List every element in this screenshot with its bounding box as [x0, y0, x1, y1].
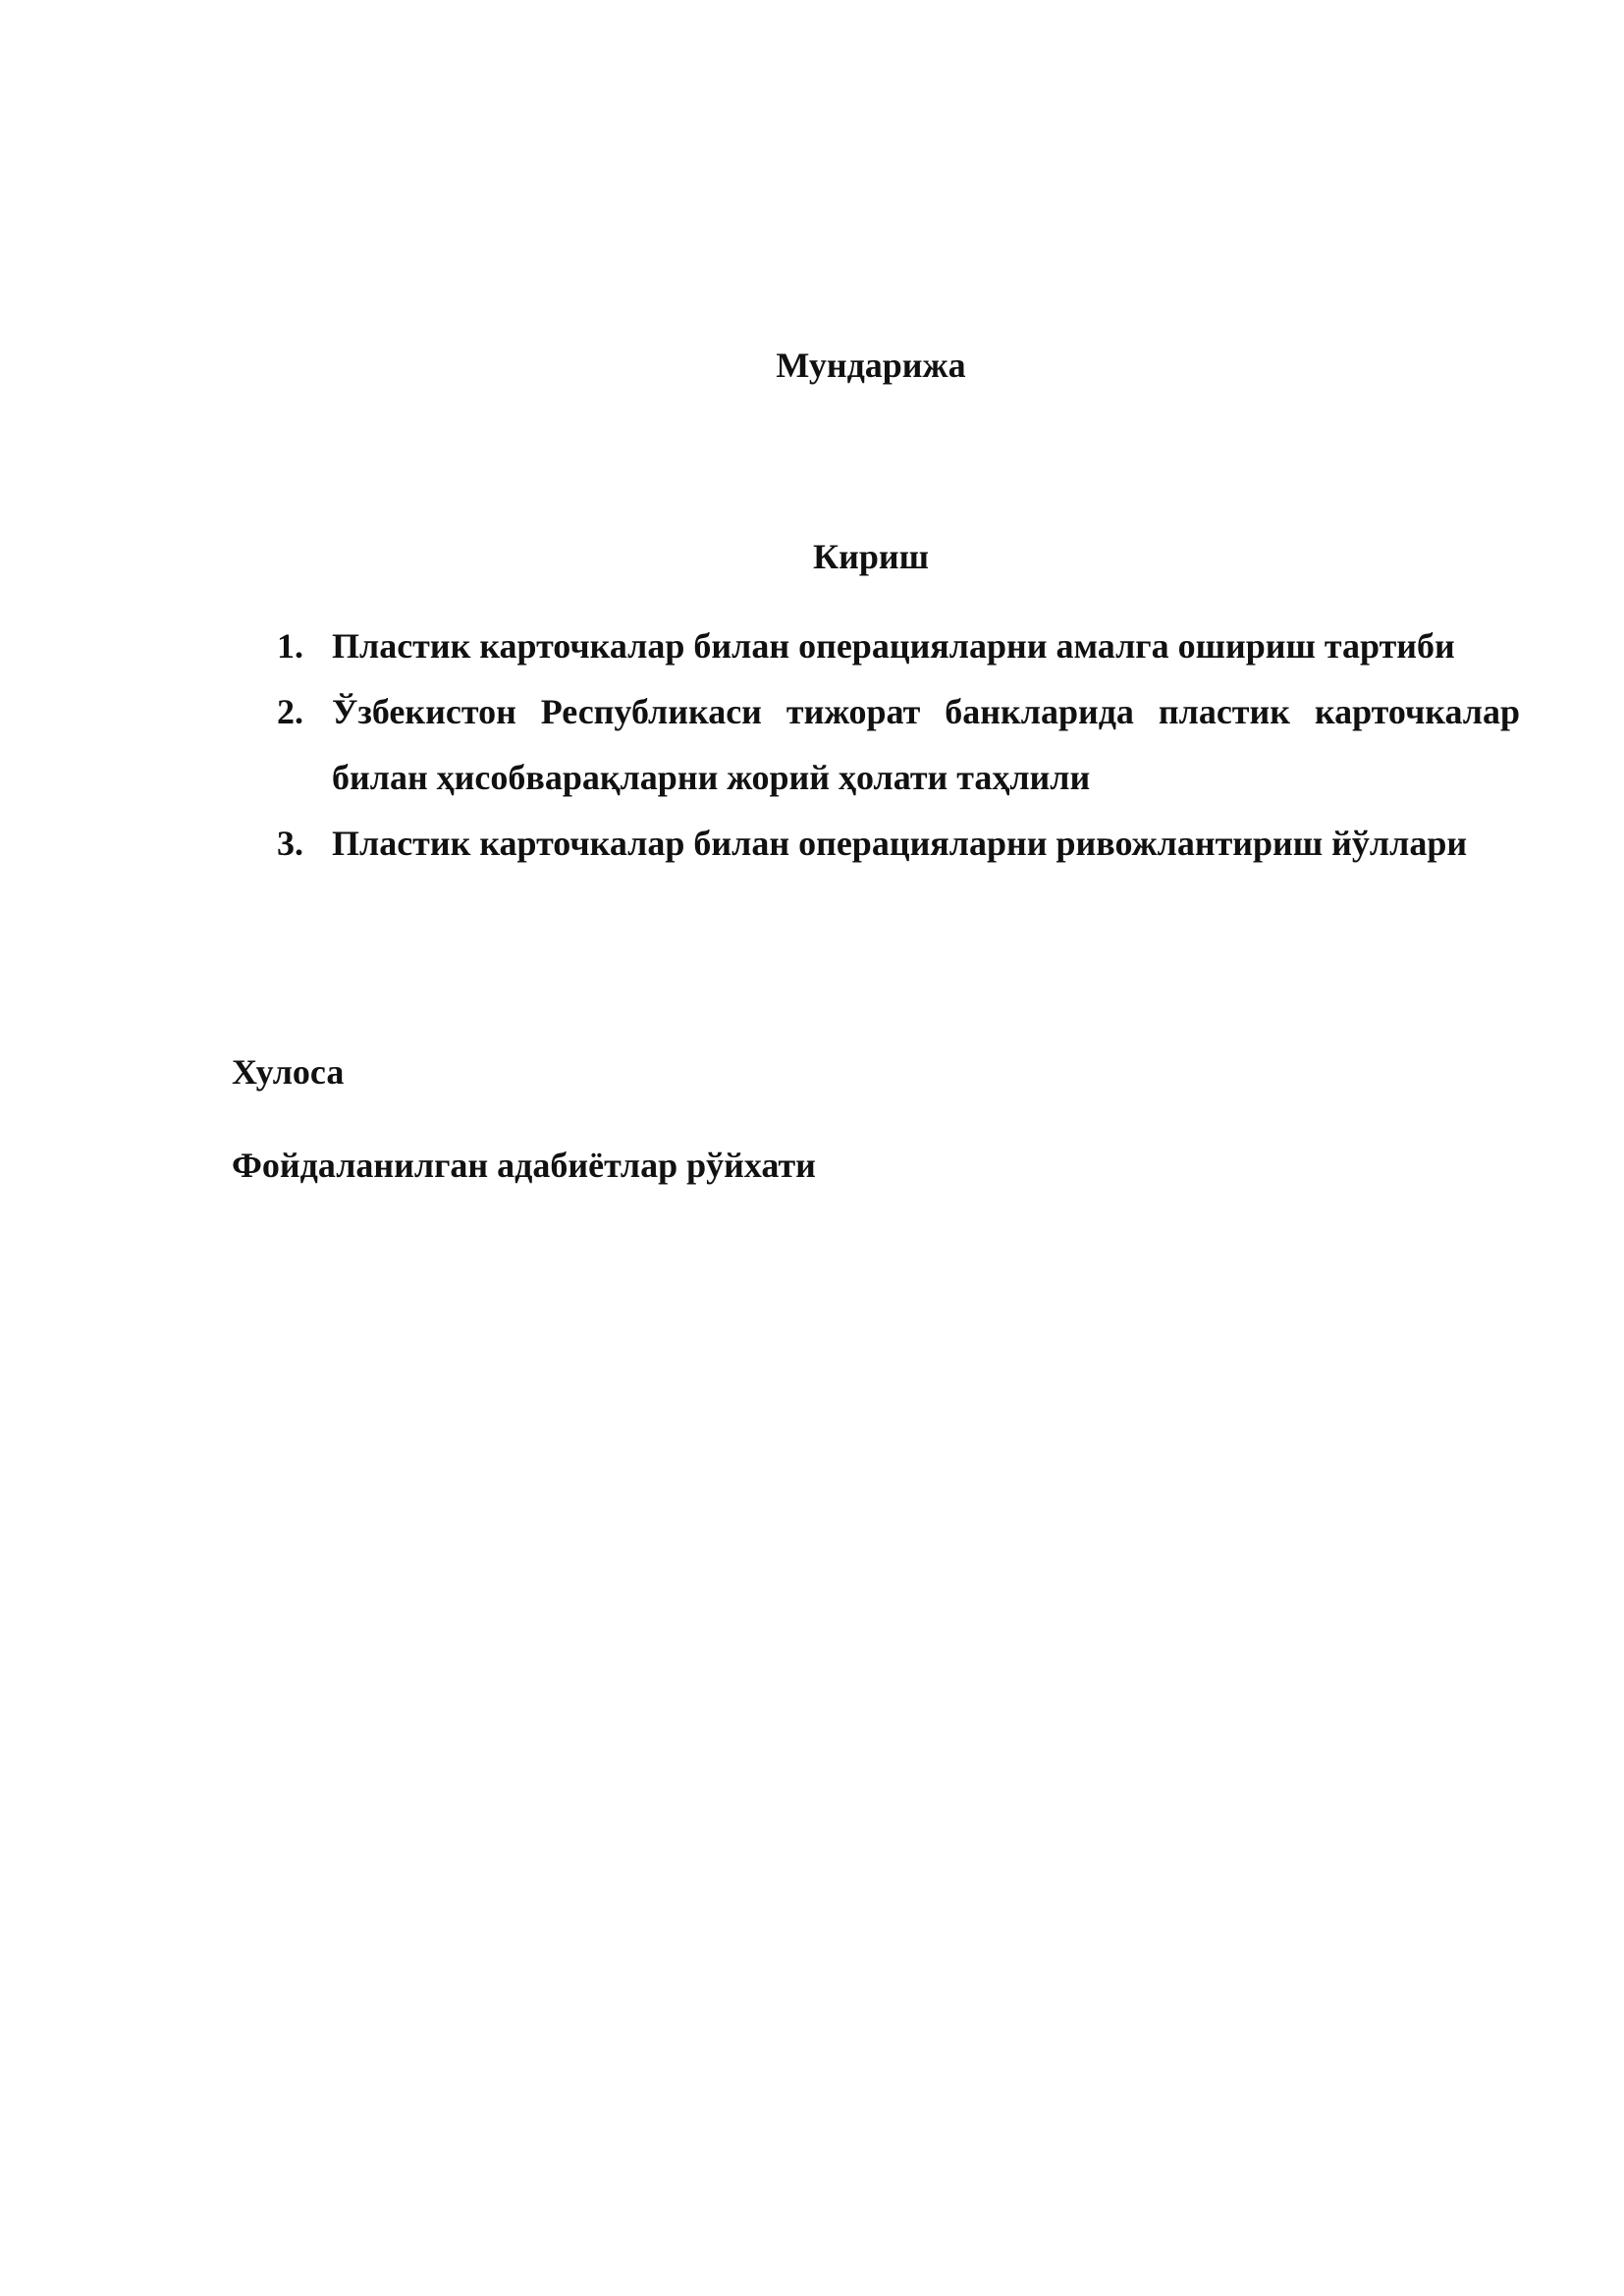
toc-item-text: Пластик карточкалар билан операцияларни ривожлантириш йўллари	[332, 824, 1468, 863]
toc-conclusion: Хулоса	[232, 1052, 345, 1092]
toc-item-1	[277, 614, 1520, 679]
toc-references: Фойдаланилган адабиётлар рўйхати	[232, 1146, 816, 1185]
toc-item-text: Пластик карточкалар билан операцияларни амалга ошириш тартиби	[332, 626, 1455, 666]
toc-item-number: 3.	[277, 824, 303, 863]
toc-list	[277, 614, 1520, 877]
toc-item-3	[277, 811, 1520, 877]
toc-item-number: 2.	[277, 692, 303, 731]
toc-item-text: Ўзбекистон Республикаси тижорат банкларида пластик карточкалар билан ҳисобварақларни жорий ҳолати таҳлили	[332, 692, 1520, 797]
toc-item-number: 1.	[277, 626, 303, 666]
toc-introduction: Кириш	[812, 537, 929, 576]
toc-item-2	[277, 679, 1520, 811]
page-title: Мундарижа	[776, 346, 966, 385]
